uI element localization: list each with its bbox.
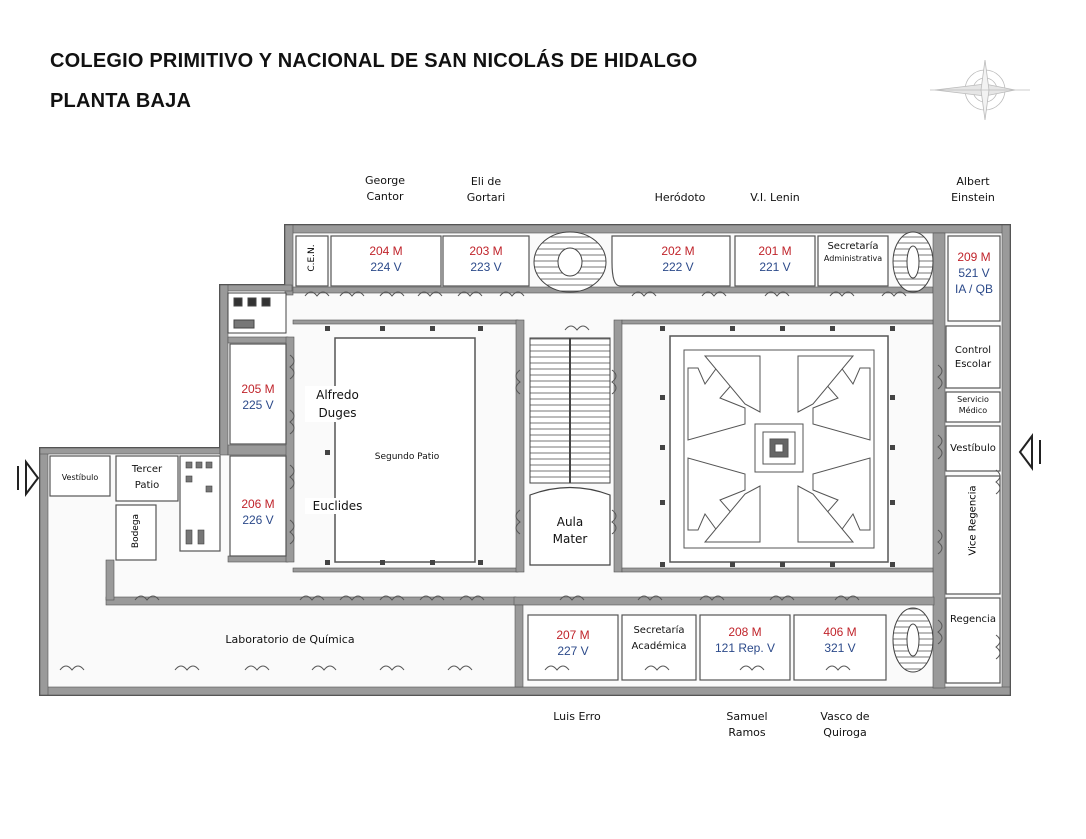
- room-sec-admin-line2: Administrativa: [823, 254, 883, 263]
- label-eli-de-gortari: Eli de Gortari: [466, 175, 506, 204]
- room-207[interactable]: [528, 627, 618, 659]
- label-albert-einstein: Albert Einstein: [951, 175, 995, 204]
- room-alfredo-duges[interactable]: Alfredo Duges: [305, 386, 370, 422]
- room-202-m: 202 M: [661, 244, 695, 258]
- room-euclides[interactable]: Euclides: [305, 498, 370, 514]
- room-203-v: 223 V: [470, 260, 502, 274]
- label-vi-lenin: V.I. Lenin: [750, 191, 800, 204]
- vestibulo-right[interactable]: Vestíbulo: [950, 443, 996, 454]
- room-control-escolar[interactable]: Control Escolar: [954, 345, 992, 370]
- room-207-v: 227 V: [557, 644, 589, 658]
- room-208-v: 121 Rep. V: [714, 641, 776, 655]
- compass-rose-icon: [930, 60, 1030, 120]
- room-204[interactable]: [331, 243, 441, 275]
- label-george-cantor: George Cantor: [364, 174, 406, 203]
- tercer-patio: Tercer Patio: [131, 464, 163, 491]
- room-regencia[interactable]: Regencia: [950, 614, 996, 625]
- room-205-v: 225 V: [242, 398, 274, 412]
- room-202-v: 222 V: [662, 260, 694, 274]
- room-201-v: 221 V: [759, 260, 791, 274]
- room-laboratorio-quimica[interactable]: Laboratorio de Química: [225, 633, 355, 646]
- label-herodoto: Heródoto: [654, 191, 706, 204]
- room-cen[interactable]: C.E.N.: [307, 244, 317, 272]
- room-406-v: 321 V: [824, 641, 856, 655]
- segundo-patio: Segundo Patio: [374, 452, 440, 462]
- room-201[interactable]: [735, 243, 815, 275]
- room-bodega[interactable]: Bodega: [131, 513, 141, 549]
- room-sec-admin-line1: Secretaría: [827, 241, 879, 252]
- room-secretaria-administrativa[interactable]: [815, 241, 891, 265]
- room-servicio-medico[interactable]: Servicio Médico: [957, 395, 989, 415]
- room-206[interactable]: [230, 496, 286, 528]
- room-208[interactable]: [700, 624, 790, 656]
- room-201-m: 201 M: [758, 244, 792, 258]
- plan-title: COLEGIO PRIMITIVO Y NACIONAL DE SAN NICOLÁS DE HIDALGO: [50, 50, 698, 72]
- label-vasco-de-quiroga: Vasco de Quiroga: [820, 710, 870, 739]
- room-406-m: 406 M: [823, 625, 857, 639]
- room-209-m: 209 M: [957, 250, 991, 264]
- room-vice-regencia[interactable]: Vice Regencia: [967, 485, 979, 556]
- room-406[interactable]: [794, 624, 886, 656]
- aula-mater[interactable]: Aula Mater: [552, 515, 588, 546]
- room-205[interactable]: [230, 381, 286, 413]
- room-207-m: 207 M: [556, 628, 590, 642]
- room-203[interactable]: [443, 243, 529, 275]
- room-206-m: 206 M: [241, 497, 275, 511]
- room-209[interactable]: [948, 249, 1000, 297]
- room-209-v: 521 V: [958, 266, 990, 280]
- room-209-x: IA / QB: [954, 282, 993, 296]
- label-samuel-ramos: Samuel Ramos: [726, 710, 768, 739]
- plan-subtitle: PLANTA BAJA: [50, 90, 192, 112]
- room-204-m: 204 M: [369, 244, 403, 258]
- room-202[interactable]: [630, 243, 726, 275]
- entrance-arrow-right-icon: [1020, 436, 1040, 468]
- room-206-v: 226 V: [242, 513, 274, 527]
- entrance-arrow-left-icon: [18, 462, 38, 494]
- room-secretaria-academica[interactable]: Secretaría Académica: [631, 625, 687, 652]
- room-203-m: 203 M: [469, 244, 503, 258]
- room-205-m: 205 M: [241, 382, 275, 396]
- label-luis-erro: Luis Erro: [553, 710, 601, 723]
- room-208-m: 208 M: [728, 625, 762, 639]
- room-204-v: 224 V: [370, 260, 402, 274]
- vestibulo-left[interactable]: Vestíbulo: [61, 473, 99, 482]
